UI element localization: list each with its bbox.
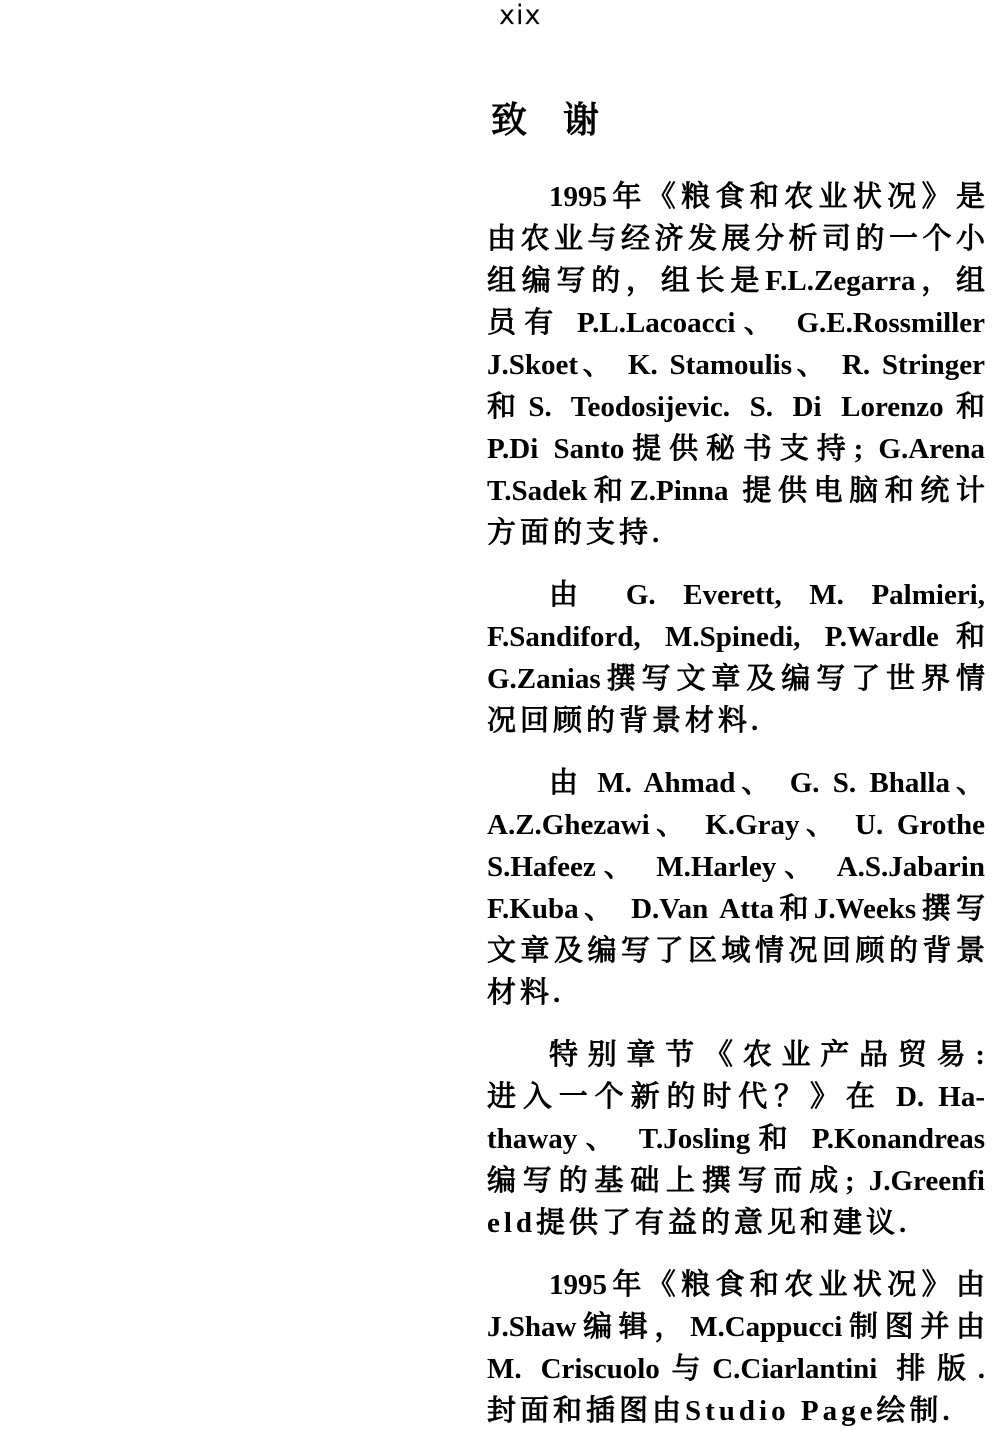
page-title: 致 谢	[491, 100, 600, 140]
text-line: T.Sadek和Z.Pinna 提供电脑和统计	[487, 475, 985, 507]
paragraph-writing-team	[487, 176, 985, 554]
text-line: S.Hafeez、 M.Harley、 A.S.Jabarin	[487, 851, 985, 883]
text-line: 文章及编写了区域情况回顾的背景	[487, 935, 985, 967]
text-line: 由农业与经济发展分析司的一个小	[487, 223, 985, 255]
text-line: thaway、 T.Josling和 P.Konandreas	[487, 1123, 985, 1155]
text-line: 1995年《粮食和农业状况》由	[549, 1269, 985, 1301]
text-line: J.Skoet、 K. Stamoulis、 R. Stringer	[487, 349, 985, 381]
paragraph-special-chapter	[487, 1034, 985, 1244]
text-line: 特别章节《农业产品贸易:	[549, 1039, 985, 1071]
text-line: 封面和插图由Studio Page绘制.	[487, 1395, 954, 1427]
text-line: 由 G. Everett, M. Palmieri,	[549, 579, 985, 611]
text-line: F.Sandiford, M.Spinedi, P.Wardle和	[487, 621, 985, 653]
text-line: F.Kuba、 D.Van Atta和J.Weeks撰写	[487, 893, 985, 925]
text-line: 和S. Teodosijevic. S. Di Lorenzo和	[487, 391, 985, 423]
text-line: 进入一个新的时代？》在 D. Ha-	[487, 1081, 985, 1113]
acknowledgements-body	[487, 176, 985, 1431]
text-line: 材料.	[487, 977, 565, 1009]
text-line: eld提供了有益的意见和建议.	[487, 1207, 911, 1239]
text-line: P.Di Santo提供秘书支持; G.Arena	[487, 433, 985, 465]
text-line: G.Zanias撰写文章及编写了世界情	[487, 663, 985, 695]
text-line: 员有 P.L.Lacoacci、 G.E.Rossmiller	[487, 307, 985, 339]
text-line: J.Shaw编辑，M.Cappucci制图并由	[487, 1311, 985, 1343]
paragraph-world-review	[487, 574, 985, 742]
text-line: 况回顾的背景材料.	[487, 705, 763, 737]
text-line: M. Criscuolo与C.Ciarlantini 排版.	[487, 1353, 985, 1385]
text-line: A.Z.Ghezawi、 K.Gray、 U. Grothe	[487, 809, 985, 841]
text-line: 编写的基础上撰写而成; J.Greenfi	[487, 1165, 985, 1197]
text-line: 由 M. Ahmad、 G. S. Bhalla、	[549, 767, 985, 799]
text-line: 组编写的，组长是F.L.Zegarra，组	[487, 265, 985, 297]
text-line: 1995年《粮食和农业状况》是	[549, 181, 985, 213]
paragraph-production-credits	[487, 1264, 985, 1431]
paragraph-regional-review	[487, 762, 985, 1014]
text-line: 方面的支持.	[487, 517, 664, 549]
page-number: xix	[499, 0, 542, 31]
